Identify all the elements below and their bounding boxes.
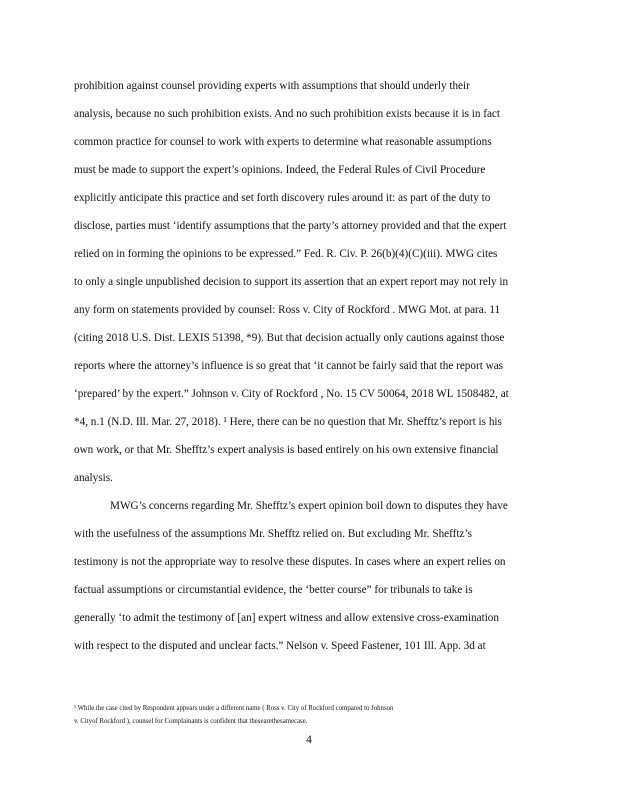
body-line-11: reports where the attorney’s influence is so great that ‘it cannot be fairly said that the report was: [74, 360, 504, 372]
footnote-line-1: ¹ While the case cited by Respondent appears under a different name ( Ross v. City of Rockford compared to Johnson: [74, 705, 394, 712]
body-line-13: *4, n.1 (N.D. Ill. Mar. 27, 2018). ¹ Here, there can be no question that Mr. Shefftz’s report is his: [74, 416, 502, 428]
body-line-12: ‘prepared’ by the expert.” Johnson v. City of Rockford , No. 15 CV 50064, 2018 WL 1508482, at: [74, 388, 509, 400]
body-line-3: common practice for counsel to work with experts to determine what reasonable assumptions: [74, 136, 492, 148]
body-line-21: with respect to the disputed and unclear facts.” Nelson v. Speed Fastener, 101 Ill. App. 3d at: [74, 640, 486, 652]
body-line-17: with the usefulness of the assumptions Mr. Shefftz relied on. But excluding Mr. Shefftz’s: [74, 528, 472, 540]
body-line-20: generally ‘to admit the testimony of [an] expert witness and allow extensive cross-examination: [74, 612, 499, 624]
body-line-19: factual assumptions or circumstantial evidence, the ‘better course” for tribunals to take is: [74, 584, 473, 596]
body-line-10: (citing 2018 U.S. Dist. LEXIS 51398, *9). But that decision actually only cautions against those: [74, 332, 505, 344]
body-line-4: must be made to support the expert’s opinions. Indeed, the Federal Rules of Civil Procedure: [74, 164, 486, 176]
body-line-15: analysis.: [74, 472, 113, 484]
footnote-line-2: v. Cityof Rockford ), counsel for Complainants is confident that thesearethesamecase.: [74, 718, 308, 725]
body-line-18: testimony is not the appropriate way to resolve these disputes. In cases where an expert relies on: [74, 556, 506, 568]
body-line-2: analysis, because no such prohibition exists. And no such prohibition exists because it is in fact: [74, 108, 500, 120]
page-number: 4: [306, 734, 312, 746]
body-line-16: MWG’s concerns regarding Mr. Shefftz’s expert opinion boil down to disputes they have: [110, 500, 508, 512]
body-line-1: prohibition against counsel providing experts with assumptions that should underly their: [74, 80, 470, 92]
body-line-9: any form on statements provided by counsel: Ross v. City of Rockford . MWG Mot. at para. 11: [74, 304, 501, 316]
body-line-14: own work, or that Mr. Shefftz’s expert analysis is based entirely on his own extensive financial: [74, 444, 499, 456]
body-line-7: relied on in forming the opinions to be expressed.” Fed. R. Civ. P. 26(b)(4)(C)(iii). MWG cites: [74, 248, 498, 260]
body-line-8: to only a single unpublished decision to support its assertion that an expert report may not rely in: [74, 276, 509, 288]
body-line-6: disclose, parties must ‘identify assumptions that the party’s attorney provided and that the expert: [74, 220, 507, 232]
body-line-5: explicitly anticipate this practice and set forth discovery rules around it: as part of the duty to: [74, 192, 491, 204]
